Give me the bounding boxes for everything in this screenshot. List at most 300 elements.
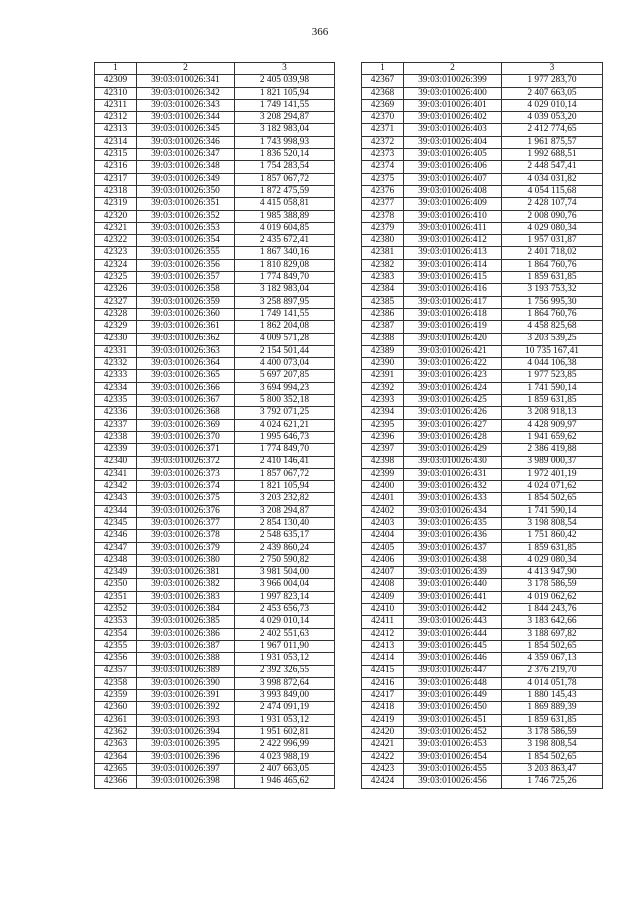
table-row <box>95 481 335 493</box>
cell-value: 1 741 590,14 <box>502 382 603 394</box>
cell-number: 42409 <box>362 591 404 603</box>
table-row <box>95 727 335 739</box>
cell-value: 4 029 080,34 <box>502 554 603 566</box>
cell-value: 2 474 091,19 <box>235 702 335 714</box>
cell-cadastral-id: 39:03:010026:376 <box>137 505 235 517</box>
cell-number: 42345 <box>95 517 137 529</box>
cell-value: 1 743 998,93 <box>235 136 335 148</box>
cell-value: 2 435 672,41 <box>235 235 335 247</box>
table-row <box>362 284 603 296</box>
table-row <box>95 210 335 222</box>
cell-number: 42335 <box>95 395 137 407</box>
cell-number: 42319 <box>95 198 137 210</box>
cell-cadastral-id: 39:03:010026:448 <box>404 677 502 689</box>
cell-cadastral-id: 39:03:010026:424 <box>404 382 502 394</box>
cell-number: 42382 <box>362 259 404 271</box>
cell-value: 3 208 918,13 <box>502 407 603 419</box>
table-row <box>362 358 603 370</box>
cell-number: 42317 <box>95 173 137 185</box>
page-number: 366 <box>311 26 329 38</box>
cell-cadastral-id: 39:03:010026:398 <box>137 776 235 788</box>
cell-value: 1 992 688,51 <box>502 149 603 161</box>
cell-cadastral-id: 39:03:010026:373 <box>137 468 235 480</box>
table-row <box>95 628 335 640</box>
cell-value: 1 749 141,55 <box>235 308 335 320</box>
table-row <box>362 727 603 739</box>
cell-cadastral-id: 39:03:010026:369 <box>137 419 235 431</box>
cell-value: 1 854 502,65 <box>502 751 603 763</box>
table-row <box>362 87 603 99</box>
cell-value: 2 428 107,74 <box>502 198 603 210</box>
cell-number: 42367 <box>362 75 404 87</box>
cell-value: 4 400 073,04 <box>235 358 335 370</box>
cell-value: 1 862 204,08 <box>235 321 335 333</box>
cell-value: 4 014 051,78 <box>502 677 603 689</box>
table-row <box>95 763 335 775</box>
cell-number: 42372 <box>362 136 404 148</box>
cell-value: 3 694 994,23 <box>235 382 335 394</box>
table-row <box>95 296 335 308</box>
table-row <box>362 481 603 493</box>
cell-cadastral-id: 39:03:010026:456 <box>404 776 502 788</box>
cell-cadastral-id: 39:03:010026:384 <box>137 604 235 616</box>
cell-cadastral-id: 39:03:010026:408 <box>404 185 502 197</box>
cell-value: 4 413 947,90 <box>502 567 603 579</box>
table-row <box>362 382 603 394</box>
table-row <box>362 431 603 443</box>
cell-number: 42410 <box>362 604 404 616</box>
cell-number: 42412 <box>362 628 404 640</box>
cell-number: 42355 <box>95 640 137 652</box>
cell-cadastral-id: 39:03:010026:441 <box>404 591 502 603</box>
table-row <box>362 112 603 124</box>
cell-number: 42388 <box>362 333 404 345</box>
cell-cadastral-id: 39:03:010026:449 <box>404 690 502 702</box>
table-row <box>362 419 603 431</box>
cell-cadastral-id: 39:03:010026:411 <box>404 222 502 234</box>
cell-value: 1 961 875,57 <box>502 136 603 148</box>
table-row <box>95 161 335 173</box>
cell-number: 42390 <box>362 358 404 370</box>
cell-cadastral-id: 39:03:010026:446 <box>404 653 502 665</box>
table-row <box>362 604 603 616</box>
cell-number: 42370 <box>362 112 404 124</box>
cell-number: 42337 <box>95 419 137 431</box>
cell-cadastral-id: 39:03:010026:367 <box>137 395 235 407</box>
cell-number: 42393 <box>362 395 404 407</box>
cell-value: 5 800 352,18 <box>235 395 335 407</box>
table-row <box>95 173 335 185</box>
cell-cadastral-id: 39:03:010026:421 <box>404 345 502 357</box>
table-row <box>95 751 335 763</box>
cell-value: 4 019 604,85 <box>235 222 335 234</box>
table-row <box>95 247 335 259</box>
cell-cadastral-id: 39:03:010026:395 <box>137 739 235 751</box>
table-row <box>362 222 603 234</box>
cell-cadastral-id: 39:03:010026:394 <box>137 727 235 739</box>
cell-cadastral-id: 39:03:010026:415 <box>404 272 502 284</box>
cell-number: 42363 <box>95 739 137 751</box>
cell-value: 3 198 808,54 <box>502 517 603 529</box>
cell-cadastral-id: 39:03:010026:436 <box>404 530 502 542</box>
cell-cadastral-id: 39:03:010026:387 <box>137 640 235 652</box>
cell-cadastral-id: 39:03:010026:402 <box>404 112 502 124</box>
cell-number: 42422 <box>362 751 404 763</box>
column-header-number: 1 <box>95 63 137 75</box>
cell-number: 42352 <box>95 604 137 616</box>
table-row <box>362 591 603 603</box>
cell-value: 4 458 825,68 <box>502 321 603 333</box>
cell-number: 42327 <box>95 296 137 308</box>
cell-cadastral-id: 39:03:010026:445 <box>404 640 502 652</box>
cell-number: 42353 <box>95 616 137 628</box>
table-row <box>95 776 335 788</box>
cell-cadastral-id: 39:03:010026:403 <box>404 124 502 136</box>
table-row <box>95 456 335 468</box>
cell-number: 42404 <box>362 530 404 542</box>
cell-value: 1 957 031,87 <box>502 235 603 247</box>
cell-cadastral-id: 39:03:010026:432 <box>404 481 502 493</box>
cell-number: 42339 <box>95 444 137 456</box>
cell-number: 42347 <box>95 542 137 554</box>
table-row <box>95 259 335 271</box>
cell-number: 42392 <box>362 382 404 394</box>
cell-value: 3 208 294,87 <box>235 112 335 124</box>
cell-cadastral-id: 39:03:010026:386 <box>137 628 235 640</box>
cell-number: 42389 <box>362 345 404 357</box>
cell-value: 4 009 571,28 <box>235 333 335 345</box>
cell-cadastral-id: 39:03:010026:358 <box>137 284 235 296</box>
cell-number: 42383 <box>362 272 404 284</box>
table-row <box>362 665 603 677</box>
cell-cadastral-id: 39:03:010026:430 <box>404 456 502 468</box>
cell-number: 42322 <box>95 235 137 247</box>
cell-value: 2 407 663,05 <box>502 87 603 99</box>
cell-number: 42325 <box>95 272 137 284</box>
cell-cadastral-id: 39:03:010026:428 <box>404 431 502 443</box>
cell-cadastral-id: 39:03:010026:392 <box>137 702 235 714</box>
cell-cadastral-id: 39:03:010026:348 <box>137 161 235 173</box>
table-row <box>362 124 603 136</box>
cell-cadastral-id: 39:03:010026:357 <box>137 272 235 284</box>
cell-cadastral-id: 39:03:010026:377 <box>137 517 235 529</box>
cell-value: 1 864 760,76 <box>502 259 603 271</box>
cell-value: 2 392 326,55 <box>235 665 335 677</box>
table-row <box>362 763 603 775</box>
table-row <box>95 579 335 591</box>
table-row <box>95 284 335 296</box>
cell-value: 4 024 621,21 <box>235 419 335 431</box>
cell-value: 3 178 586,59 <box>502 727 603 739</box>
cell-number: 42369 <box>362 99 404 111</box>
cell-value: 1 941 659,62 <box>502 431 603 443</box>
cell-number: 42338 <box>95 431 137 443</box>
cell-value: 1 854 502,65 <box>502 640 603 652</box>
table-row <box>362 395 603 407</box>
cell-value: 1 746 725,26 <box>502 776 603 788</box>
cell-value: 2 448 547,41 <box>502 161 603 173</box>
cell-value: 2 548 635,17 <box>235 530 335 542</box>
table-row <box>362 542 603 554</box>
table-row <box>95 235 335 247</box>
cell-value: 3 203 863,47 <box>502 763 603 775</box>
cell-value: 4 054 115,68 <box>502 185 603 197</box>
cell-cadastral-id: 39:03:010026:346 <box>137 136 235 148</box>
cell-value: 1 810 829,08 <box>235 259 335 271</box>
table-row <box>95 321 335 333</box>
cell-cadastral-id: 39:03:010026:393 <box>137 714 235 726</box>
cell-number: 42391 <box>362 370 404 382</box>
table-row <box>95 505 335 517</box>
cell-value: 1 985 388,89 <box>235 210 335 222</box>
cell-value: 3 203 539,25 <box>502 333 603 345</box>
cell-number: 42373 <box>362 149 404 161</box>
table-row <box>362 210 603 222</box>
table-row <box>95 702 335 714</box>
cell-value: 1 854 502,65 <box>502 493 603 505</box>
table-row <box>362 99 603 111</box>
table-row <box>95 604 335 616</box>
cell-number: 42403 <box>362 517 404 529</box>
cell-number: 42415 <box>362 665 404 677</box>
table-row <box>95 640 335 652</box>
cell-value: 3 792 071,25 <box>235 407 335 419</box>
table-row <box>362 185 603 197</box>
cell-value: 4 039 053,20 <box>502 112 603 124</box>
table-row <box>95 87 335 99</box>
cell-number: 42416 <box>362 677 404 689</box>
cell-number: 42340 <box>95 456 137 468</box>
right-register-table <box>361 62 603 789</box>
cell-cadastral-id: 39:03:010026:443 <box>404 616 502 628</box>
cell-number: 42397 <box>362 444 404 456</box>
cell-number: 42344 <box>95 505 137 517</box>
cell-value: 1 774 849,70 <box>235 272 335 284</box>
cell-value: 1 749 141,55 <box>235 99 335 111</box>
cell-cadastral-id: 39:03:010026:405 <box>404 149 502 161</box>
cell-number: 42414 <box>362 653 404 665</box>
cell-cadastral-id: 39:03:010026:451 <box>404 714 502 726</box>
cell-cadastral-id: 39:03:010026:385 <box>137 616 235 628</box>
table-row <box>95 407 335 419</box>
cell-number: 42418 <box>362 702 404 714</box>
cell-number: 42417 <box>362 690 404 702</box>
table-row <box>362 161 603 173</box>
cell-value: 1 774 849,70 <box>235 444 335 456</box>
table-row <box>362 739 603 751</box>
cell-value: 4 029 080,34 <box>502 222 603 234</box>
cell-number: 42380 <box>362 235 404 247</box>
table-row <box>362 554 603 566</box>
cell-number: 42377 <box>362 198 404 210</box>
cell-value: 4 359 067,13 <box>502 653 603 665</box>
cell-cadastral-id: 39:03:010026:390 <box>137 677 235 689</box>
cell-cadastral-id: 39:03:010026:409 <box>404 198 502 210</box>
cell-number: 42381 <box>362 247 404 259</box>
cell-number: 42384 <box>362 284 404 296</box>
cell-number: 42424 <box>362 776 404 788</box>
cell-number: 42342 <box>95 481 137 493</box>
table-row <box>95 198 335 210</box>
right-table-body <box>362 75 603 788</box>
table-row <box>362 579 603 591</box>
cell-number: 42366 <box>95 776 137 788</box>
cell-value: 3 208 294,87 <box>235 505 335 517</box>
cell-value: 1 751 860,42 <box>502 530 603 542</box>
table-row <box>362 640 603 652</box>
cell-number: 42365 <box>95 763 137 775</box>
cell-cadastral-id: 39:03:010026:412 <box>404 235 502 247</box>
cell-value: 3 198 808,54 <box>502 739 603 751</box>
cell-cadastral-id: 39:03:010026:383 <box>137 591 235 603</box>
cell-number: 42361 <box>95 714 137 726</box>
cell-value: 1 857 067,72 <box>235 468 335 480</box>
cell-value: 4 428 909,97 <box>502 419 603 431</box>
cell-cadastral-id: 39:03:010026:455 <box>404 763 502 775</box>
cell-value: 1 741 590,14 <box>502 505 603 517</box>
cell-value: 2 402 551,63 <box>235 628 335 640</box>
table-row <box>95 185 335 197</box>
cell-number: 42402 <box>362 505 404 517</box>
table-row <box>95 554 335 566</box>
table-row <box>95 308 335 320</box>
cell-cadastral-id: 39:03:010026:413 <box>404 247 502 259</box>
cell-value: 2 410 146,41 <box>235 456 335 468</box>
cell-value: 3 966 004,04 <box>235 579 335 591</box>
cell-value: 1 931 053,12 <box>235 653 335 665</box>
cell-number: 42336 <box>95 407 137 419</box>
cell-number: 42310 <box>95 87 137 99</box>
cell-cadastral-id: 39:03:010026:381 <box>137 567 235 579</box>
column-header-cadastral-id: 2 <box>137 63 235 75</box>
table-row <box>362 468 603 480</box>
cell-cadastral-id: 39:03:010026:437 <box>404 542 502 554</box>
cell-number: 42329 <box>95 321 137 333</box>
table-row <box>362 776 603 788</box>
cell-number: 42405 <box>362 542 404 554</box>
cell-cadastral-id: 39:03:010026:440 <box>404 579 502 591</box>
cell-number: 42350 <box>95 579 137 591</box>
cell-value: 1 951 602,81 <box>235 727 335 739</box>
cell-cadastral-id: 39:03:010026:350 <box>137 185 235 197</box>
table-row <box>95 677 335 689</box>
cell-cadastral-id: 39:03:010026:425 <box>404 395 502 407</box>
cell-number: 42357 <box>95 665 137 677</box>
table-row <box>362 259 603 271</box>
cell-value: 1 754 283,54 <box>235 161 335 173</box>
table-row <box>95 591 335 603</box>
cell-value: 2 412 774,65 <box>502 124 603 136</box>
cell-value: 2 453 656,73 <box>235 604 335 616</box>
table-row <box>95 222 335 234</box>
cell-value: 1 859 631,85 <box>502 542 603 554</box>
table-row <box>362 505 603 517</box>
left-table-body <box>95 75 335 788</box>
cell-value: 1 756 995,30 <box>502 296 603 308</box>
table-row <box>95 358 335 370</box>
table-row <box>362 751 603 763</box>
table-row <box>95 567 335 579</box>
cell-cadastral-id: 39:03:010026:371 <box>137 444 235 456</box>
cell-number: 42332 <box>95 358 137 370</box>
cell-cadastral-id: 39:03:010026:343 <box>137 99 235 111</box>
table-row <box>95 112 335 124</box>
table-row <box>95 136 335 148</box>
cell-number: 42358 <box>95 677 137 689</box>
cell-cadastral-id: 39:03:010026:380 <box>137 554 235 566</box>
cell-value: 3 258 897,95 <box>235 296 335 308</box>
cell-number: 42376 <box>362 185 404 197</box>
table-row <box>95 382 335 394</box>
cell-cadastral-id: 39:03:010026:370 <box>137 431 235 443</box>
left-register-table <box>94 62 335 789</box>
cell-cadastral-id: 39:03:010026:397 <box>137 763 235 775</box>
cell-value: 4 044 106,38 <box>502 358 603 370</box>
cell-number: 42401 <box>362 493 404 505</box>
cell-cadastral-id: 39:03:010026:389 <box>137 665 235 677</box>
cell-number: 42314 <box>95 136 137 148</box>
cell-number: 42362 <box>95 727 137 739</box>
cell-number: 42348 <box>95 554 137 566</box>
column-header-cadastral-id: 2 <box>404 63 502 75</box>
cell-value: 3 981 504,00 <box>235 567 335 579</box>
cell-value: 2 405 039,98 <box>235 75 335 87</box>
cell-value: 2 407 663,05 <box>235 763 335 775</box>
cell-number: 42407 <box>362 567 404 579</box>
cell-number: 42408 <box>362 579 404 591</box>
table-row <box>362 530 603 542</box>
table-header-row <box>362 63 603 75</box>
cell-cadastral-id: 39:03:010026:355 <box>137 247 235 259</box>
cell-cadastral-id: 39:03:010026:444 <box>404 628 502 640</box>
cell-cadastral-id: 39:03:010026:354 <box>137 235 235 247</box>
cell-number: 42328 <box>95 308 137 320</box>
cell-number: 42320 <box>95 210 137 222</box>
table-row <box>95 517 335 529</box>
cell-cadastral-id: 39:03:010026:419 <box>404 321 502 333</box>
cell-value: 2 376 219,70 <box>502 665 603 677</box>
cell-value: 1 977 523,85 <box>502 370 603 382</box>
cell-cadastral-id: 39:03:010026:345 <box>137 124 235 136</box>
cell-number: 42371 <box>362 124 404 136</box>
cell-number: 42411 <box>362 616 404 628</box>
table-row <box>95 272 335 284</box>
cell-value: 2 008 090,76 <box>502 210 603 222</box>
table-row <box>95 714 335 726</box>
cell-cadastral-id: 39:03:010026:378 <box>137 530 235 542</box>
cell-cadastral-id: 39:03:010026:359 <box>137 296 235 308</box>
cell-value: 4 034 031,82 <box>502 173 603 185</box>
cell-number: 42368 <box>362 87 404 99</box>
cell-value: 4 415 058,81 <box>235 198 335 210</box>
cell-cadastral-id: 39:03:010026:433 <box>404 493 502 505</box>
cell-number: 42396 <box>362 431 404 443</box>
cell-value: 2 439 860,24 <box>235 542 335 554</box>
cell-cadastral-id: 39:03:010026:423 <box>404 370 502 382</box>
table-row <box>95 616 335 628</box>
column-header-value: 3 <box>235 63 335 75</box>
table-row <box>362 235 603 247</box>
cell-number: 42379 <box>362 222 404 234</box>
cell-number: 42374 <box>362 161 404 173</box>
table-row <box>362 714 603 726</box>
cell-value: 3 188 697,82 <box>502 628 603 640</box>
table-row <box>362 567 603 579</box>
cell-number: 42386 <box>362 308 404 320</box>
table-row <box>362 407 603 419</box>
cell-cadastral-id: 39:03:010026:372 <box>137 456 235 468</box>
cell-cadastral-id: 39:03:010026:400 <box>404 87 502 99</box>
